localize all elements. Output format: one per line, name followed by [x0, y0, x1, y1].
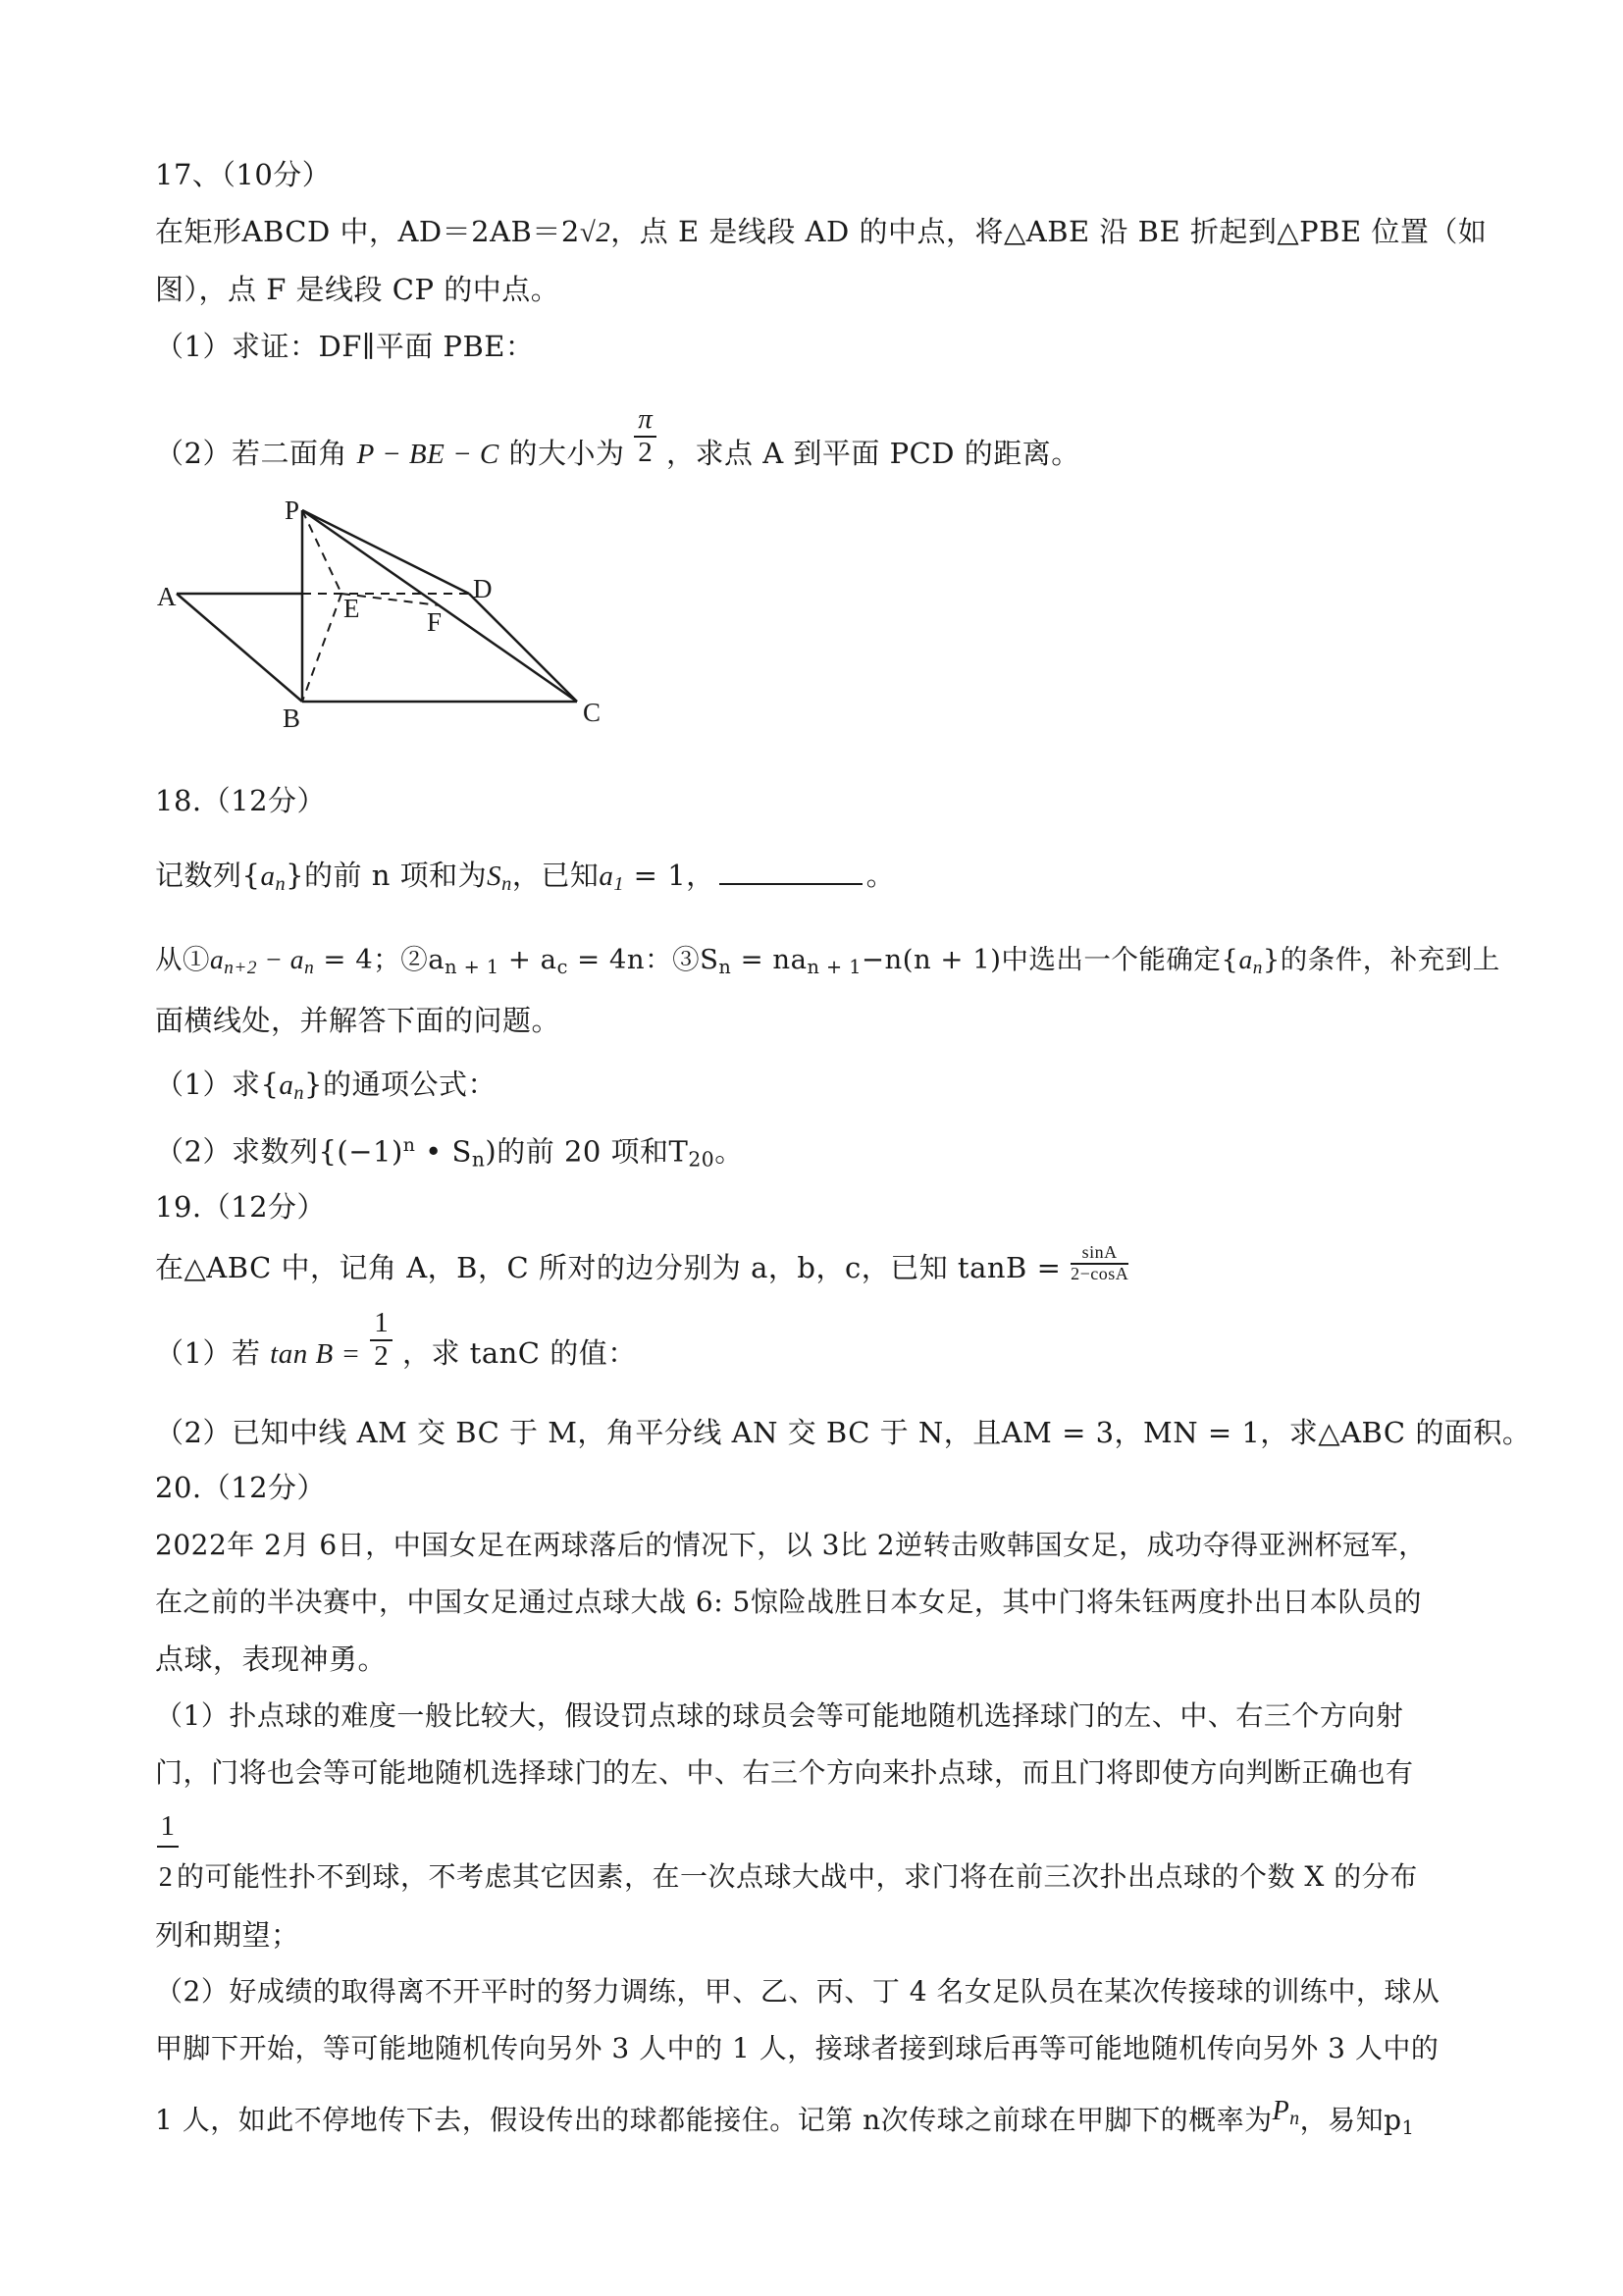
q19-stem-text: 在△ABC 中，记角 A，B，C 所对的边分别为 a，b，c，已知 tanB =	[155, 1251, 1062, 1284]
q18-choice3-b: = na	[731, 944, 808, 975]
q18-choice2-sub2: c	[556, 955, 568, 978]
q18-part1	[155, 1065, 497, 1113]
q18-stem-a1-sub: 1	[613, 873, 624, 896]
q17-stem-line1	[155, 212, 1487, 252]
q18-part2-text-a: （2）求数列{(−1)	[155, 1134, 403, 1169]
q20-para1-line2: 在之前的半决赛中，中国女足通过点球大战 6: 5惊险战胜日本女足，其中门将朱钰两度扑出日本队员的	[155, 1586, 1422, 1618]
q19-part1-frac-num: 1	[370, 1308, 393, 1341]
q19-part1-frac-den: 2	[374, 1340, 390, 1372]
q17-frac-den: 2	[638, 437, 654, 468]
q18-stem	[155, 856, 895, 904]
q18-stem-text-d: = 1，	[623, 859, 715, 892]
label-C: C	[583, 698, 602, 727]
q17-part2-expr: P − BE − C	[356, 439, 499, 470]
q18-choice2-sub: n + 1	[445, 955, 499, 978]
q17-header: 17、（10分）	[155, 158, 332, 191]
q20-part2-line3-a: 1 人，如此不停地传下去，假设传出的球都能接住。记第 n次传球之前球在甲脚下的概率为	[155, 2104, 1273, 2136]
q17-part2-text-b: 的大小为	[508, 437, 625, 470]
q20-part2-pn-sub: n	[1289, 2108, 1300, 2129]
edge-AB	[177, 594, 302, 702]
q18-header: 18.（12分）	[155, 784, 327, 817]
q19-stem-frac-num: sinA	[1071, 1243, 1128, 1265]
q17-part2	[155, 403, 1080, 474]
q18-part2-text-b: • S	[415, 1134, 472, 1169]
q18-choices-line2: 面横线处，并解答下面的问题。	[155, 1004, 561, 1037]
q20-part2-line3	[155, 2096, 1415, 2149]
q19-stem	[155, 1242, 1129, 1287]
q18-answer-blank[interactable]	[719, 860, 863, 885]
q18-choice1-sub: n+2	[224, 957, 257, 978]
q18-stem-text-a: 记数列{	[155, 859, 261, 892]
q20-part1-line4: 列和期望；	[155, 1918, 300, 1952]
label-P: P	[285, 496, 300, 525]
q18-choice3-sub2: n + 1	[807, 955, 862, 978]
q18-choice1-a: a	[210, 944, 225, 974]
q18-stem-text-b: }的前 n 项和为	[286, 859, 488, 892]
edge-DC	[469, 594, 577, 702]
q18-part2-sup: n	[402, 1135, 416, 1156]
label-F: F	[427, 607, 443, 637]
q19-stem-fraction	[1071, 1243, 1128, 1284]
q18-part1-an: a	[279, 1070, 294, 1101]
q17-stem-text-b: ，点 E 是线段 AD 的中点，将△ABE 沿 BE 折起到△PBE 位置（如	[610, 215, 1488, 248]
q18-choice-text-a: 从①	[155, 944, 210, 975]
q20-part1-line2: 门，门将也会等可能地随机选择球门的左、中、右三个方向来扑点球，而且门将即使方向判断正确也有	[155, 1756, 1414, 1789]
q17-part2-fraction	[634, 404, 656, 469]
q20-part2-line1: （2）好成绩的取得离不开平时的努力调练，甲、乙、丙、丁 4 名女足队员在某次传接球的训练中，球从	[155, 1975, 1440, 2008]
q18-choice1-end: = 4	[314, 944, 374, 975]
q18-choice3-c: −n(n + 1)中选出一个能确定{	[861, 944, 1239, 975]
edge-PD	[302, 510, 469, 594]
q19-part1	[155, 1307, 637, 1374]
q18-stem-text-e: 。	[865, 859, 896, 892]
q18-stem-sn-sub: n	[501, 873, 512, 896]
q20-part2-line3-sub: 1	[1401, 2115, 1415, 2139]
q20-frac-num: 1	[157, 1806, 179, 1848]
q19-part1-expr: tan B =	[270, 1338, 361, 1370]
q20-part2-line3-b: ，易知p	[1299, 2104, 1402, 2136]
q18-stem-text-c: ，已知	[511, 859, 600, 892]
q18-part2-text-c: )的前 20 项和T	[485, 1134, 689, 1169]
label-E: E	[343, 594, 360, 623]
q18-choices	[155, 940, 1500, 988]
q17-frac-num: π	[634, 404, 656, 438]
q20-para1-line1: 2022年 2月 6日，中国女足在两球落后的情况下，以 3比 2逆转击败韩国女足，成功夺得亚洲杯冠军，	[155, 1529, 1427, 1561]
q18-part2	[155, 1126, 744, 1179]
q18-stem-an: a	[260, 861, 276, 892]
q18-part2-text-d: 。	[714, 1134, 744, 1169]
q18-choice3-a: = 4n：③S	[567, 944, 719, 975]
q20-part2-line2: 甲脚下开始，等可能地随机传向另外 3 人中的 1 人，接球者接到球后再等可能地随机传向另外 3 人中的	[155, 2032, 1440, 2064]
label-D: D	[473, 574, 493, 603]
q19-part1-fraction	[370, 1308, 393, 1373]
label-B: B	[283, 704, 301, 731]
q18-part1-an-sub: n	[293, 1082, 305, 1105]
q18-part1-text-a: （1）求{	[155, 1068, 280, 1101]
q18-choice1-mid: − a	[257, 944, 305, 974]
q18-part2-sub2: 20	[688, 1147, 715, 1172]
q19-stem-frac-den: 2−cosA	[1071, 1264, 1129, 1283]
q19-part2: （2）已知中线 AM 交 BC 于 M，角平分线 AN 交 BC 于 N，且AM = 3，MN = 1，求△ABC 的面积。	[155, 1416, 1532, 1449]
q18-choice-an: a	[1238, 944, 1253, 974]
q17-stem-sqrt: √2	[579, 217, 611, 248]
q18-part2-sub: n	[471, 1147, 486, 1172]
q20-part1-line3	[155, 1857, 1418, 1898]
q18-choice2-b: + a	[498, 944, 557, 975]
q17-part2-text-c: ，求点 A 到平面 PCD 的距离。	[665, 437, 1080, 470]
q20-part2-pn: P	[1272, 2096, 1290, 2126]
q18-choice-text-c: }的条件，补充到上	[1262, 944, 1500, 975]
q18-choice3-sub: n	[718, 955, 732, 978]
q17-stem-text-a: 在矩形ABCD 中，AD＝2AB＝2	[155, 215, 580, 248]
q18-stem-an-sub: n	[275, 873, 287, 896]
q17-part2-text-a: （2）若二面角	[155, 437, 347, 470]
q19-header: 19.（12分）	[155, 1190, 327, 1224]
label-A: A	[157, 582, 177, 611]
q20-part1-line1: （1）扑点球的难度一般比较大，假设罚点球的球员会等可能地随机选择球门的左、中、右三个方向射	[155, 1699, 1404, 1732]
q20-part1-fraction-num	[157, 1805, 179, 1848]
q18-choice1-sub2: n	[304, 957, 315, 978]
edge-EB-dashed	[302, 594, 341, 702]
q17-part1: （1）求证：DF∥平面 PBE：	[155, 330, 535, 363]
q19-part1-text-a: （1）若	[155, 1336, 261, 1370]
q20-para1-line3: 点球，表现神勇。	[155, 1643, 388, 1676]
q19-part1-text-b: ，求 tanC 的值：	[401, 1336, 637, 1370]
q20-header: 20.（12分）	[155, 1471, 327, 1504]
q18-choice-an-sub: n	[1252, 957, 1263, 978]
q18-stem-a1: a	[599, 861, 614, 892]
q17-figure	[157, 496, 618, 731]
q20-frac-den: 2	[158, 1862, 174, 1893]
q18-stem-sn: S	[487, 861, 502, 892]
q20-part1-line3-text: 的可能性扑不到球，不考虑其它因素，在一次点球大战中，求门将在前三次扑出点球的个数 X 的分布	[177, 1860, 1418, 1893]
q18-part1-text-b: }的通项公式：	[304, 1068, 497, 1101]
q17-stem-line2: 图），点 F 是线段 CP 的中点。	[155, 273, 560, 306]
q18-choice2-a: ；②a	[373, 944, 445, 975]
